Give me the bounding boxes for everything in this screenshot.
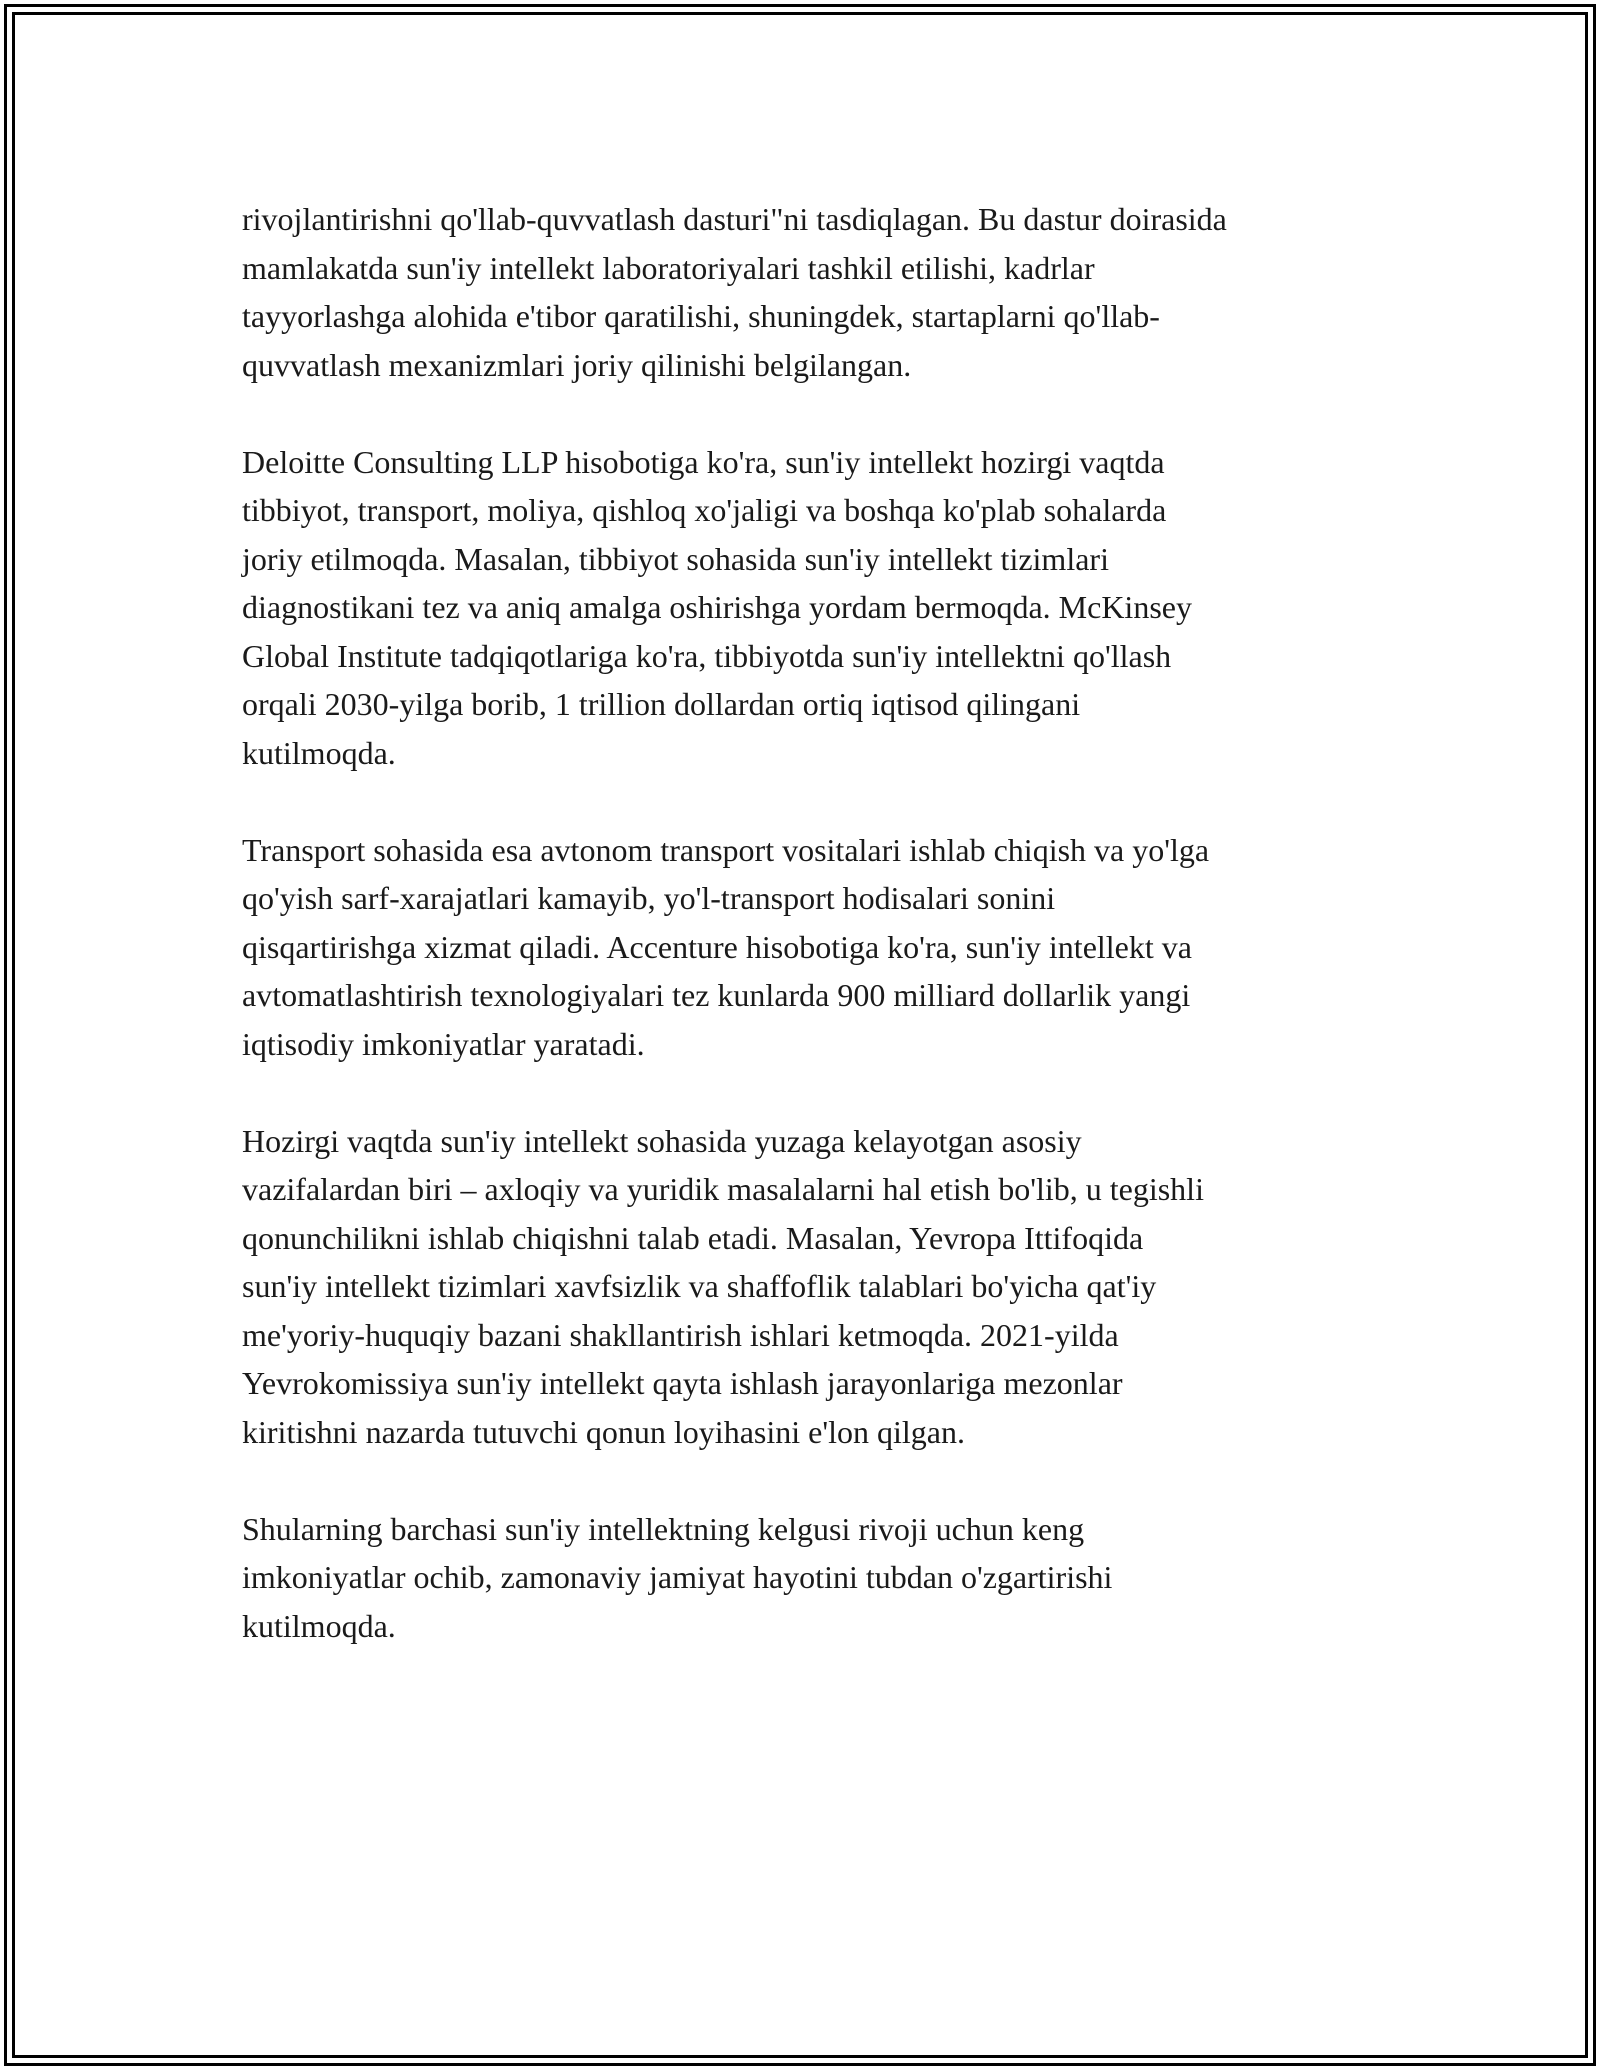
- paragraph-2: Deloitte Consulting LLP hisobotiga ko'ra, sun'iy intellekt hozirgi vaqtda tibbiyot, transport, moliya, qishloq xo'jaligi va boshqa ko'plab sohalarda joriy etilmoqda. Masalan, tibbiyot sohasida sun'iy intellekt tizimlari diagnostikani tez va aniq amalga oshirishga yordam bermoqda. McKinsey Global Institute tadqiqotlariga ko'ra, tibbiyotda sun'iy intellektni qo'llash orqali 2030-yilga borib, 1 trillion dollardan ortiq iqtisod qilingani kutilmoqda.: [242, 443, 1192, 771]
- paragraph-1: rivojlantirishni qo'llab-quvvatlash dasturi"ni tasdiqlagan. Bu dastur doirasida mamlakatda sun'iy intellekt laboratoriyalari tashkil etilishi, kadrlar tayyorlashga alohida e'tibor qaratilishi, shuningdek, startaplarni qo'llab- quvvatlash mexanizmlari joriy qilinishi belgilangan.: [242, 201, 1227, 383]
- document-body: [242, 195, 1392, 1699]
- paragraph-5: Shularning barchasi sun'iy intellektning kelgusi rivoji uchun keng imkoniyatlar ochib, zamonaviy jamiyat hayotini tubdan o'zgartirishi kutilmoqda.: [242, 1510, 1113, 1644]
- page-frame: [4, 4, 1596, 2066]
- paragraph-4: Hozirgi vaqtda sun'iy intellekt sohasida yuzaga kelayotgan asosiy vazifalardan biri – axloqiy va yuridik masalalarni hal etish bo'lib, u tegishli qonunchilikni ishlab chiqishni talab etadi. Masalan, Yevropa Ittifoqida sun'iy intellekt tizimlari xavfsizlik va shaffoflik talablari bo'yicha qat'iy me'yoriy-huquqiy bazani shakllantirish ishlari ketmoqda. 2021-yilda Yevrokomissiya sun'iy intellekt qayta ishlash jarayonlariga mezonlar kiritishni nazarda tutuvchi qonun loyihasini e'lon qilgan.: [242, 1122, 1204, 1450]
- paragraph-3: Transport sohasida esa avtonom transport vositalari ishlab chiqish va yo'lga qo'yish sarf-xarajatlari kamayib, yo'l-transport hodisalari sonini qisqartirishga xizmat qiladi. Accenture hisobotiga ko'ra, sun'iy intellekt va avtomatlashtirish texnologiyalari tez kunlarda 900 milliard dollarlik yangi iqtisodiy imkoniyatlar yaratadi.: [242, 831, 1210, 1062]
